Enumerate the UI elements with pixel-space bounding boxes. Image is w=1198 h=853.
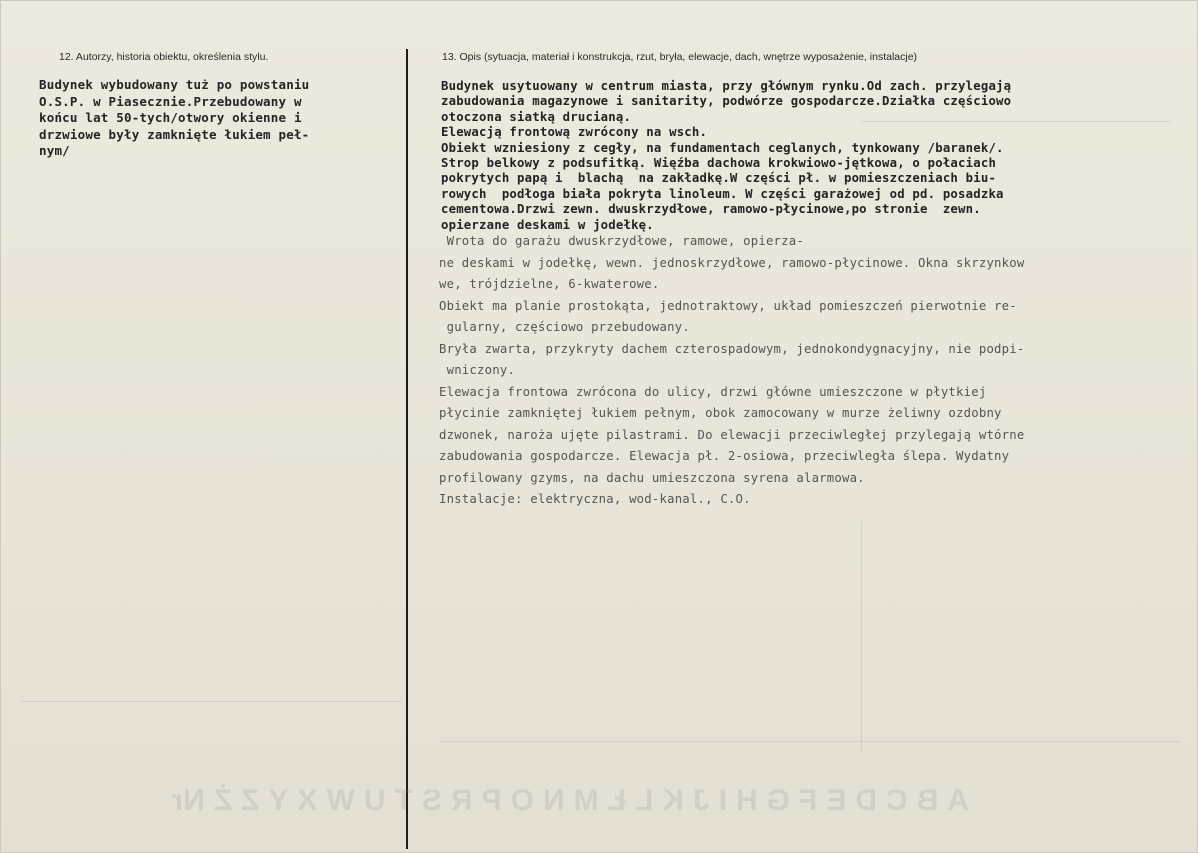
- section-12-text: Budynek wybudowany tuż po powstaniu O.S.P. w Piasecznie.Przebudowany w końcu lat 50-tych/otwory okienne i drzwiowe były zamknięte łukiem peł- nym/: [39, 77, 310, 159]
- column-divider: [406, 49, 408, 849]
- bleed-through-alphabet-strip: A B C D E F G H I J K L Ł M N O P R S T U W X Y Z Ż Nr: [171, 784, 969, 817]
- bleed-line: [21, 701, 401, 702]
- section-13-text-light: Wrota do garażu dwuskrzydłowe, ramowe, opierza- ne deskami w jodełkę, wewn. jednoskrzydłowe, ramowo-płycinowe. Okna skrzynkow we, trójdzielne, 6-kwaterowe. Obiekt ma planie prostokąta, jednotraktowy, układ pomieszczeń pierwotnie re- gularny, częściowo przebudowany. Bryła zwarta, przykryty dachem czterospadowym, jednokondygnacyjny, nie podpi- wniczony. Elewacja frontowa zwrócona do ulicy, drzwi główne umieszczone w płytkiej płycinie zamkniętej łukiem pełnym, obok zamocowany w murze żeliwny ozdobny dzwonek, naroża ujęte pilastrami. Do elewacji przeciwległej przylegają wtórne zabudowania gospodarcze. Elewacja pł. 2-osiowa, przeciwległa ślepa. Wydatny profilowany gzyms, na dachu umieszczona syrena alarmowa. Instalacje: elektryczna, wod-kanal., C.O.: [439, 234, 1025, 506]
- section-12-header: 12. Autorzy, historia obiektu, określenia stylu.: [59, 51, 269, 63]
- section-13-text-bold: Budynek usytuowany w centrum miasta, przy głównym rynku.Od zach. przylegają zabudowania magazynowe i sanitarity, podwórze gospodarcze.Działka częściowo otoczona siatką drucianą. Elewacją frontową zwrócony na wsch. Obiekt wzniesiony z cegły, na fundamentach ceglanych, tynkowany /baranek/. Strop belkowy z podsufitką. Więźba dachowa krokwiowo-jętkowa, o połaciach pokrytych papą i blachą na zakładkę.W części pł. w pomieszczeniach biu- rowych podłoga biała pokryta linoleum. W części garażowej od pd. posadzka cementowa.Drzwi zewn. dwuskrzydłowe, ramowo-płycinowe,po stronie zewn. opierzane deskami w jodełkę.: [441, 79, 1012, 232]
- section-13-header: 13. Opis (sytuacja, materiał i konstrukcja, rzut, bryła, elewacje, dach, wnętrze wyposażenie, instalacje): [442, 51, 918, 63]
- bleed-line: [441, 741, 1181, 742]
- bleed-line: [861, 521, 862, 751]
